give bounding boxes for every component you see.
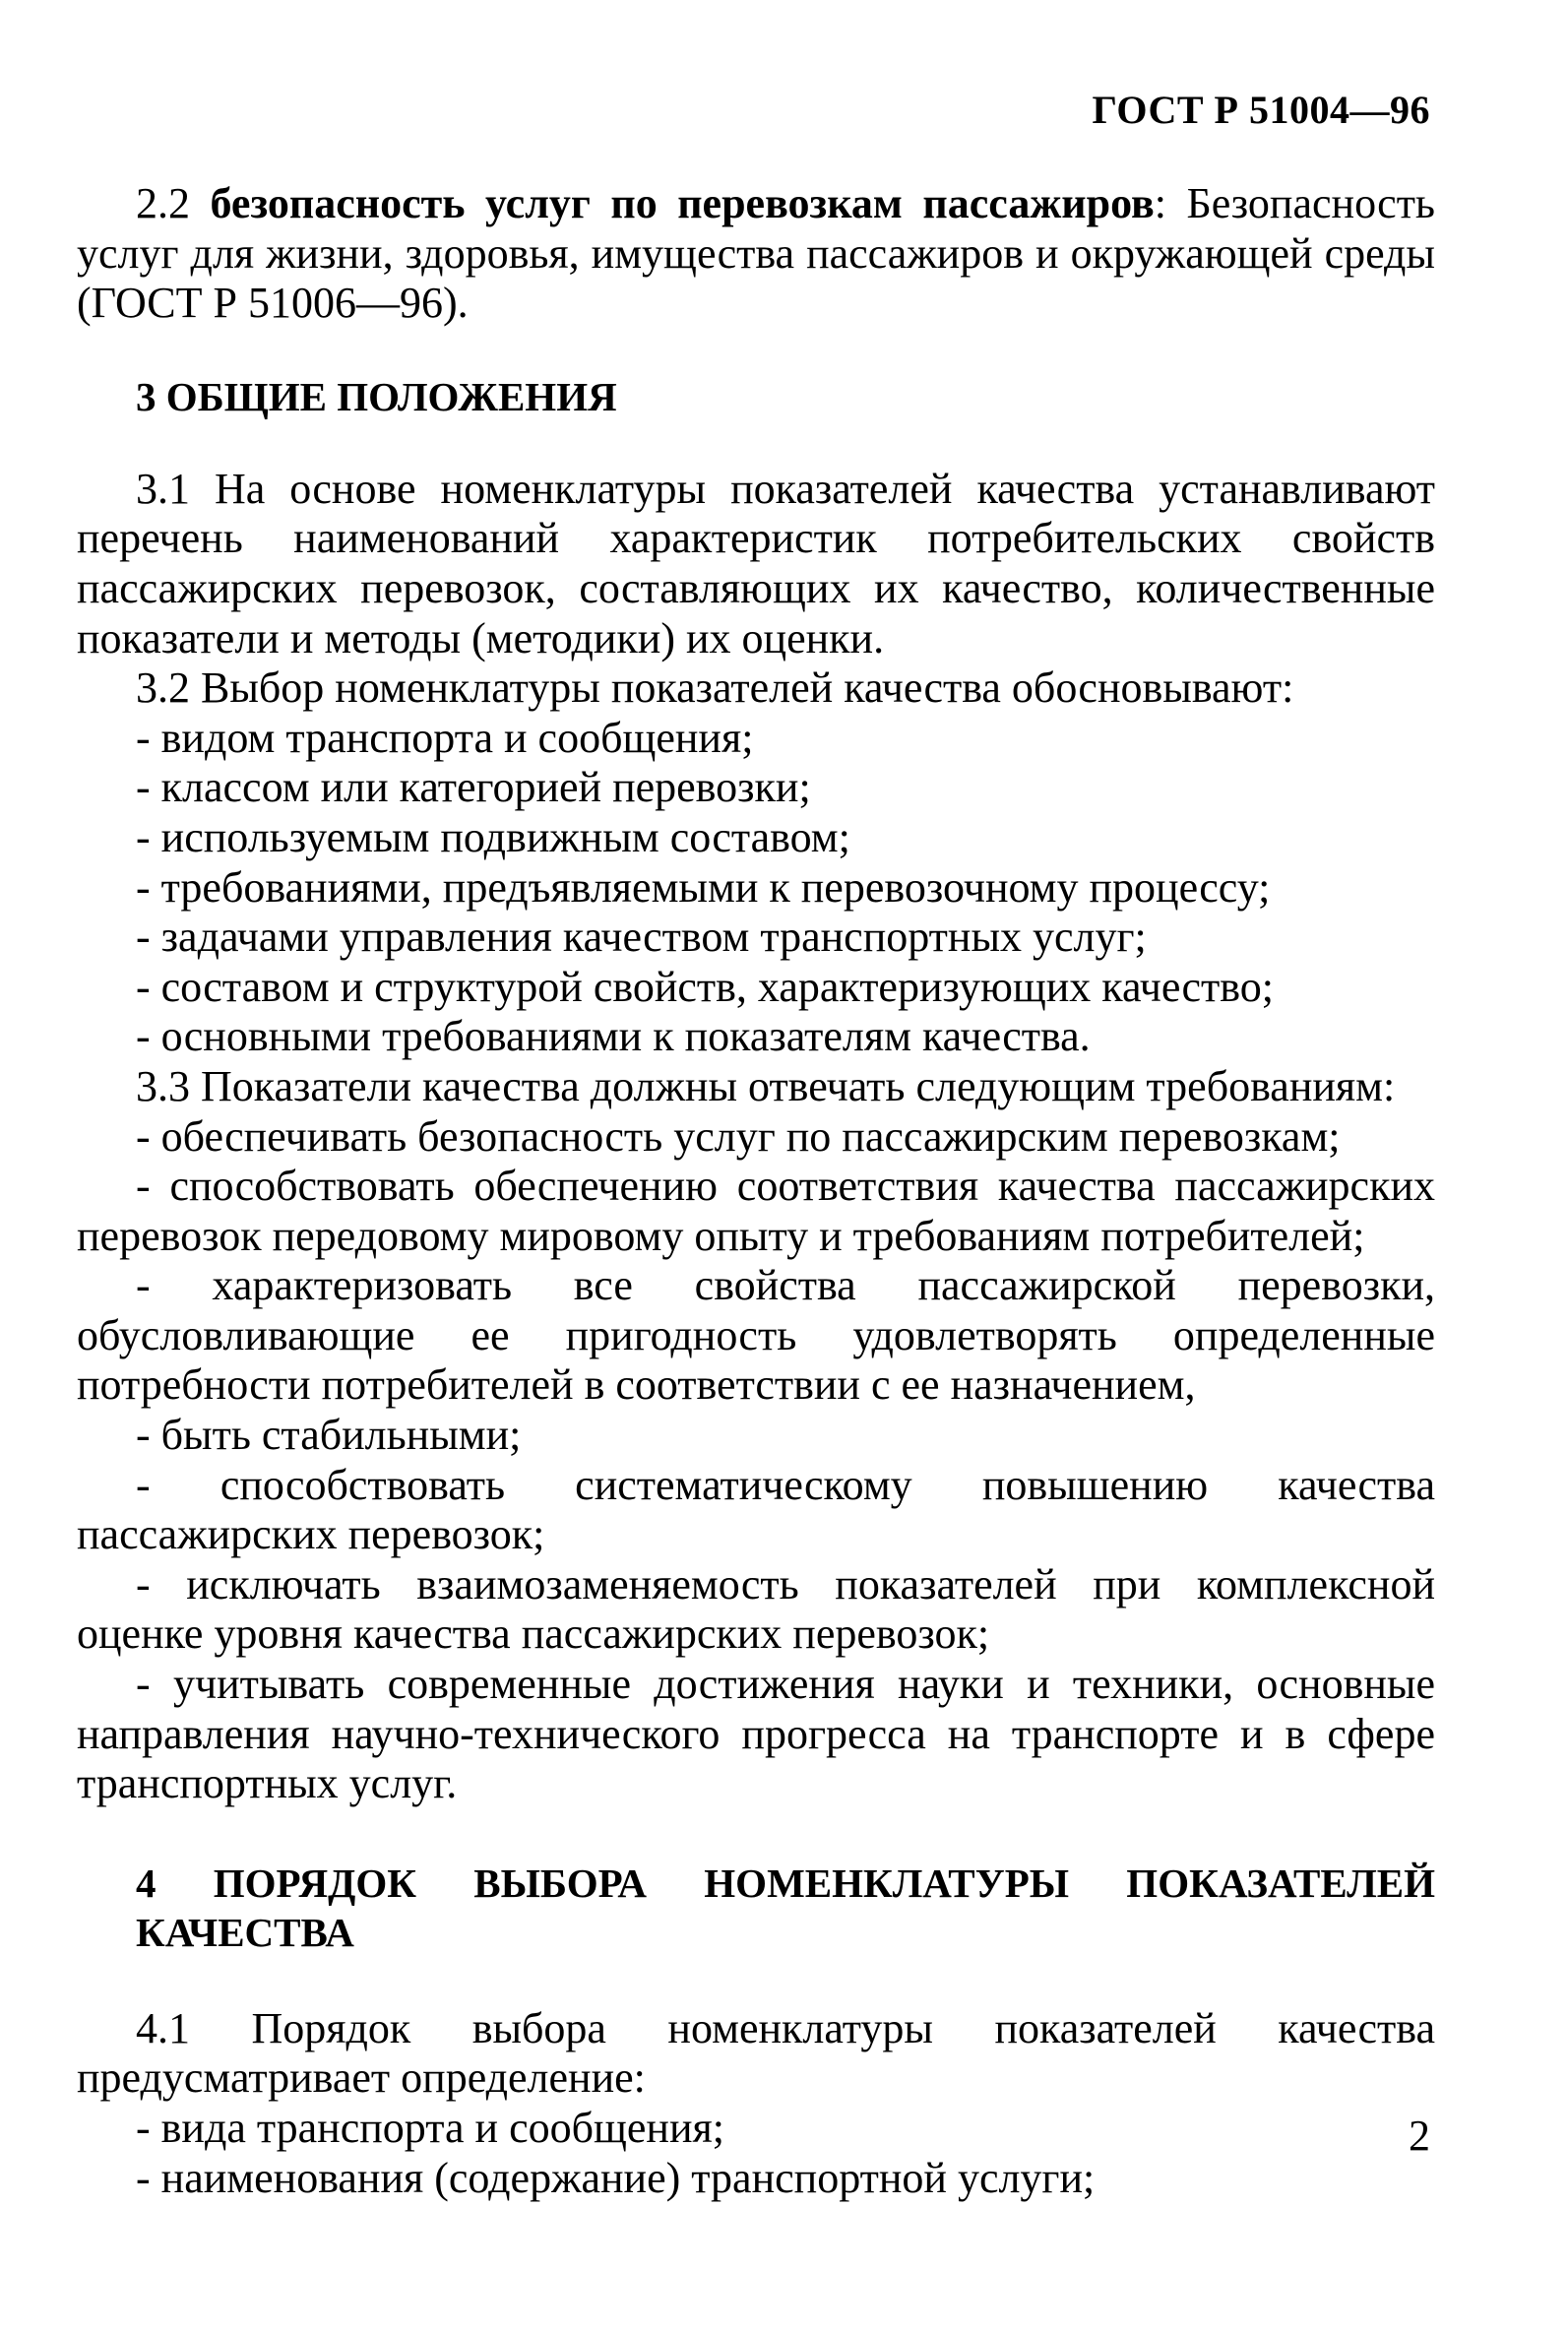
list-item: - способствовать обеспечению соответствия качества пассажирских перевозок передовому мировому опыту и требованиям потребителей; (77, 1162, 1435, 1260)
list-item: - быть стабильными; (136, 1411, 522, 1460)
document-header: ГОСТ Р 51004—96 (1092, 88, 1430, 132)
paragraph-3-1: 3.1 На основе номенклатуры показателей качества устанавливают перечень наименований характеристик потребительских свойств пассажирских перевозок, составляющих их качество, количественные показатели и методы (методики) их оценки. (77, 464, 1435, 662)
list-item: - обеспечивать безопасность услуг по пассажирским перевозкам; (136, 1111, 1341, 1161)
list-item: - видом транспорта и сообщения; (136, 713, 754, 762)
paragraph-2-2-definition: : Безопасность услуг для жизни, здоровья, имущества пассажиров и окружающей среды (ГОСТ Р 51006—96). (77, 179, 1435, 328)
list-item: - наименования (содержание) транспортной услуги; (136, 2153, 1096, 2202)
page-number: 2 (1409, 2112, 1430, 2160)
document-body (77, 179, 1435, 2203)
paragraph-3-2: 3.2 Выбор номенклатуры показателей качества обосновывают: (136, 663, 1294, 713)
list-item: - способствовать систематическому повышению качества пассажирских перевозок; (77, 1460, 1435, 1559)
section-4-heading: 4 ПОРЯДОК ВЫБОРА НОМЕНКЛАТУРЫ ПОКАЗАТЕЛЕЙ КАЧЕСТВА (136, 1860, 1435, 1955)
list-item: - составом и структурой свойств, характеризующих качество; (136, 962, 1274, 1011)
list-item: - характеризовать все свойства пассажирской перевозки, обусловливающие ее пригодность удовлетворять определенные потребности потребителей в соответствии с ее назначением, (77, 1261, 1435, 1410)
list-item: - задачами управления качеством транспортных услуг; (136, 913, 1147, 962)
list-item: - требованиями, предъявляемыми к перевозочному процессу; (136, 862, 1271, 912)
section-3-heading: 3 ОБЩИЕ ПОЛОЖЕНИЯ (136, 373, 617, 419)
list-item: - учитывать современные достижения науки и техники, основные направления научно-технического прогресса на транспорте и в сфере транспортных услуг. (77, 1660, 1435, 1808)
paragraph-4-1: 4.1 Порядок выбора номенклатуры показателей качества предусматривает определение: (77, 2003, 1435, 2103)
paragraph-2-2 (77, 179, 1435, 329)
paragraph-2-2-number: 2.2 (136, 179, 190, 227)
list-item: - основными требованиями к показателям качества. (136, 1012, 1091, 1061)
list-item: - используемым подвижным составом; (136, 812, 850, 861)
list-item: - вида транспорта и сообщения; (136, 2104, 724, 2152)
term-passenger-safety: безопасность услуг по перевозкам пассажиров (210, 179, 1155, 227)
list-item: - классом или категорией перевозки; (136, 763, 811, 812)
list-item: - исключать взаимозаменяемость показателей при комплексной оценке уровня качества пассажирских перевозок; (77, 1559, 1435, 1659)
paragraph-3-3: 3.3 Показатели качества должны отвечать следующим требованиям: (136, 1061, 1396, 1110)
